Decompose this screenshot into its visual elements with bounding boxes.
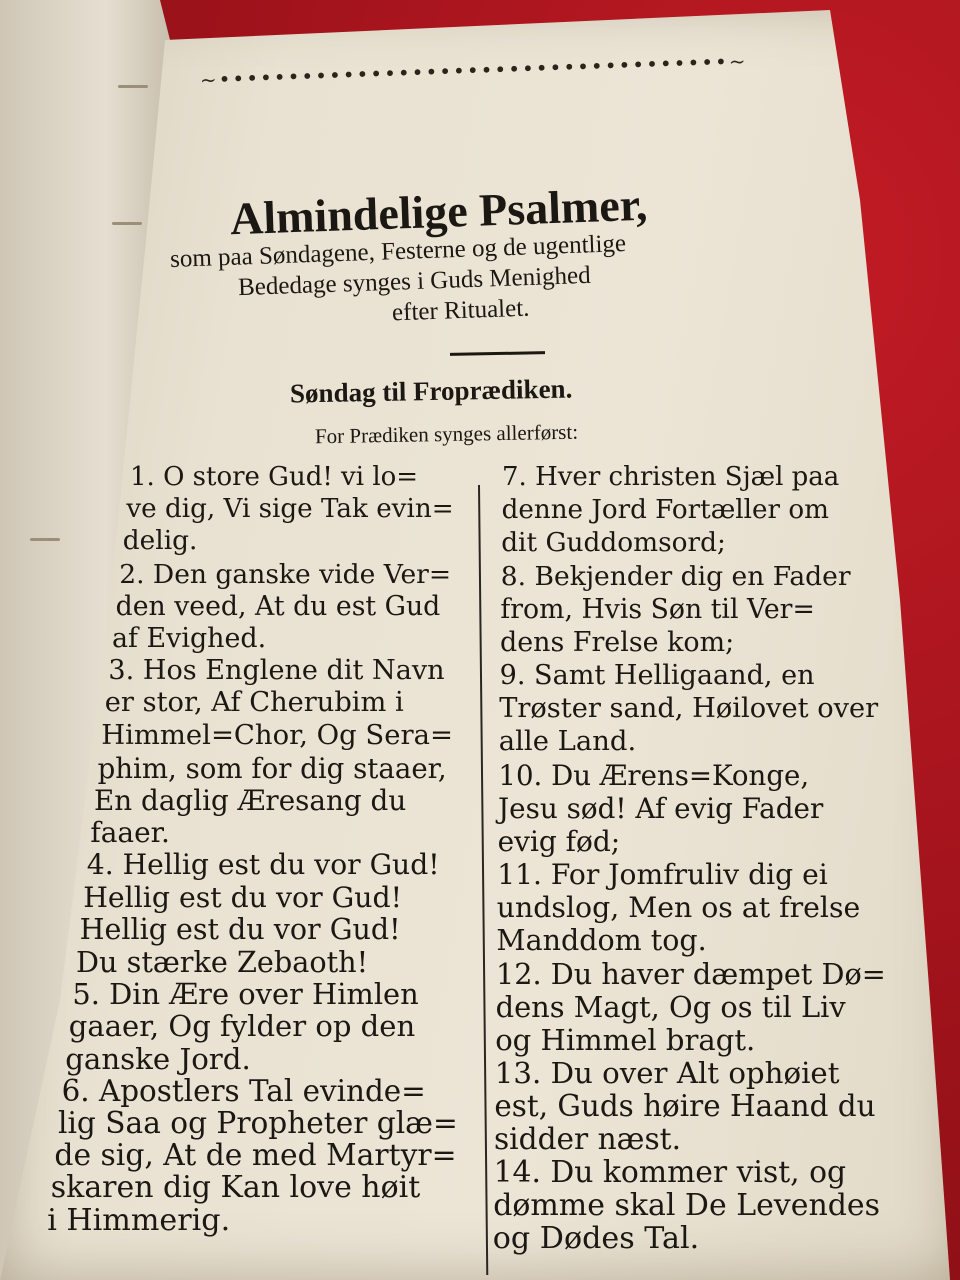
verse-line: 8. Bekjender dig en Fader (500, 561, 851, 592)
verse-line: og Himmel bragt. (495, 1023, 756, 1057)
verse-line: den veed, At du est Gud (115, 590, 441, 622)
verse-line: 10. Du Ærens=Konge, (498, 759, 810, 792)
verse-line: delig. (122, 526, 198, 557)
binding-stitch (30, 538, 60, 541)
verse-line: lig Saa og Propheter glæ= (58, 1106, 458, 1140)
verse-line: Manddom tog. (496, 924, 707, 957)
section-note: For Prædiken synges allerførst: (314, 419, 579, 449)
subtitle-line: Bededage synges i Guds Menighed (237, 261, 592, 302)
verse-line: Trøster sand, Høilovet over (499, 693, 879, 724)
verse-line: Du stærke Zebaoth! (76, 945, 369, 979)
verse-line: dit Guddomsord; (501, 528, 726, 558)
verse-line: 1. O store Gud! vi lo= (130, 462, 419, 492)
verse-line: undslog, Men os at frelse (496, 891, 861, 924)
verse-line: phim, som for dig staaer, (97, 751, 447, 785)
verse-line: er stor, Af Cherubim i (104, 687, 404, 719)
section-heading: Søndag til Froprædiken. (289, 373, 573, 409)
verse-line: ganske Jord. (65, 1041, 251, 1076)
verse-line: 9. Samt Helligaand, en (499, 660, 815, 691)
subtitle-line: efter Ritualet. (391, 294, 530, 327)
verse-line: ve dig, Vi sige Tak evin= (126, 494, 454, 525)
verse-line: Jesu sød! Af evig Fader (498, 792, 824, 825)
verse-line: 6. Apostlers Tal evinde= (61, 1073, 426, 1108)
verse-line: est, Guds høire Haand du (494, 1089, 876, 1123)
verse-line: 11. For Jomfruliv dig ei (497, 858, 828, 891)
verse-line: denne Jord Fortæller om (501, 495, 829, 525)
verse-line: 7. Hver christen Sjæl paa (502, 462, 840, 492)
binding-stitch (118, 85, 148, 88)
verse-line: og Dødes Tal. (492, 1221, 700, 1256)
verse-line: Himmel=Chor, Og Sera= (101, 719, 453, 751)
page-title: Almindelige Psalmer, (229, 178, 649, 245)
verse-line: Hellig est du vor Gud! (83, 880, 403, 914)
verse-line: 4. Hellig est du vor Gud! (86, 848, 440, 882)
verse-line: i Himmerig. (47, 1202, 231, 1238)
verse-line: from, Hvis Søn til Ver= (500, 594, 815, 625)
verse-line: dens Frelse kom; (500, 627, 735, 658)
verse-line: 13. Du over Alt ophøiet (494, 1056, 840, 1090)
verse-line: 12. Du haver dæmpet Dø= (496, 957, 886, 991)
verse-line: 5. Din Ære over Himlen (72, 977, 419, 1012)
header-ornament: ~•••••••••••••••••••••••••••••••••••••~ (199, 49, 748, 93)
verse-line: evig fød; (497, 825, 621, 858)
verse-line: alle Land. (498, 726, 637, 757)
verse-line: 3. Hos Englene dit Navn (108, 655, 445, 687)
verse-line: sidder næst. (494, 1122, 681, 1156)
verse-line: faaer. (90, 816, 170, 850)
subtitle-line: som paa Søndagene, Festerne og de ugentlige (169, 230, 627, 273)
verse-line: 14. Du kommer vist, og (493, 1155, 847, 1190)
verse-line: af Evighed. (112, 623, 267, 654)
binding-stitch (112, 222, 142, 225)
verse-line: de sig, At de med Martyr= (54, 1138, 457, 1174)
verse-line: dømme skal De Levendes (493, 1188, 881, 1223)
verse-line: 2. Den ganske vide Ver= (119, 558, 452, 590)
verse-line: En daglig Æresang du (94, 784, 407, 817)
verse-line: dens Magt, Og os til Liv (495, 990, 846, 1024)
verse-line: gaaer, Og fylder op den (68, 1009, 416, 1044)
verse-line: Hellig est du vor Gud! (79, 912, 401, 946)
verse-line: skaren dig Kan love høit (50, 1170, 421, 1206)
